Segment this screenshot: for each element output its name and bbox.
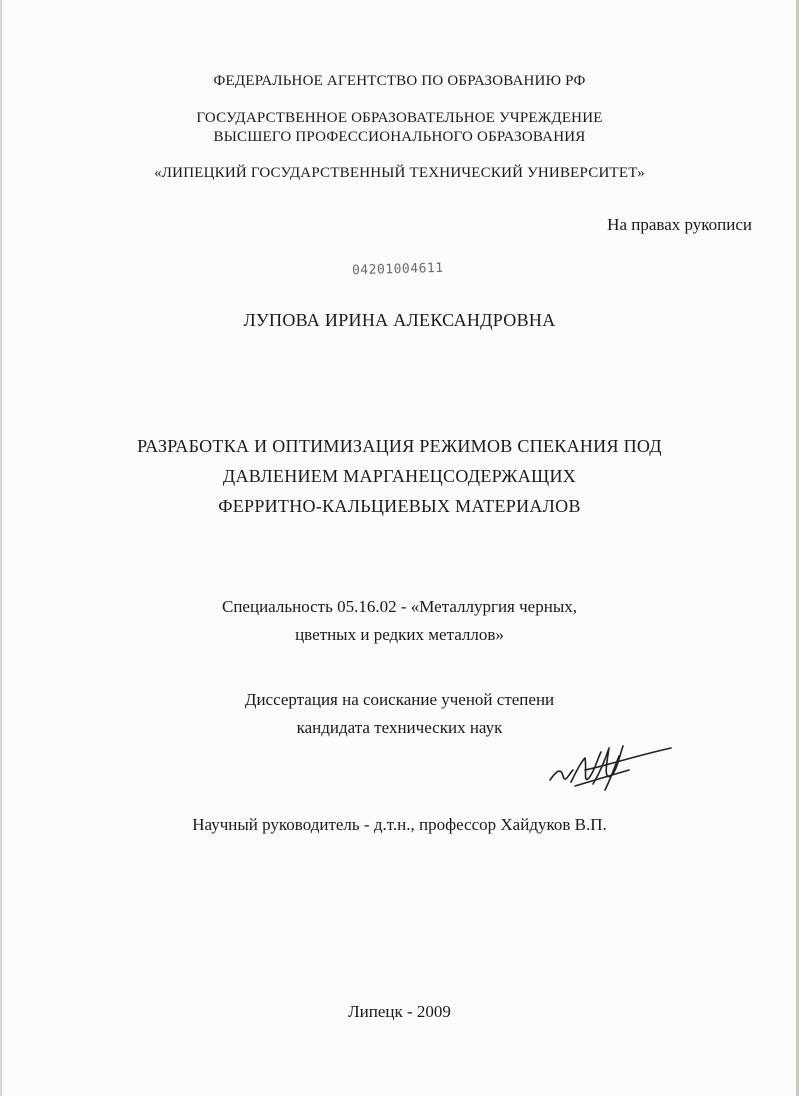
- thesis-title-line-1: РАЗРАБОТКА И ОПТИМИЗАЦИЯ РЕЖИМОВ СПЕКАНИЯ ПОД: [137, 436, 662, 456]
- specialty-line-1: Специальность 05.16.02 - «Металлургия черных,: [221, 597, 577, 616]
- institution-line-2: ВЫСШЕГО ПРОФЕССИОНАЛЬНОГО ОБРАЗОВАНИЯ: [213, 129, 586, 145]
- specialty-line-2: цветных и редких металлов»: [295, 625, 504, 644]
- institution-line-1: ГОСУДАРСТВЕННОЕ ОБРАЗОВАТЕЛЬНОЕ УЧРЕЖДЕНИЕ: [196, 110, 603, 126]
- supervisor-line: Научный руководитель - д.т.н., профессор Хайдуков В.П.: [192, 815, 607, 834]
- author-name: ЛУПОВА ИРИНА АЛЕКСАНДРОВНА: [243, 310, 556, 330]
- thesis-title-line-2: ДАВЛЕНИЕМ МАРГАНЕЦСОДЕРЖАЩИХ: [222, 466, 577, 486]
- degree-line-2: кандидата технических наук: [296, 718, 503, 737]
- catalog-number-stamp: 04201004611: [351, 260, 444, 279]
- university-line: «ЛИПЕЦКИЙ ГОСУДАРСТВЕННЫЙ ТЕХНИЧЕСКИЙ УНИВЕРСИТЕТ»: [154, 165, 645, 181]
- handwritten-signature: [545, 740, 675, 800]
- place-year: Липецк - 2009: [348, 1002, 451, 1021]
- agency-line: ФЕДЕРАЛЬНОЕ АГЕНТСТВО ПО ОБРАЗОВАНИЮ РФ: [213, 73, 586, 89]
- thesis-title-line-3: ФЕРРИТНО-КАЛЬЦИЕВЫХ МАТЕРИАЛОВ: [218, 496, 581, 516]
- degree-line-1: Диссертация на соискание ученой степени: [244, 690, 555, 709]
- manuscript-note: На правах рукописи: [607, 215, 752, 234]
